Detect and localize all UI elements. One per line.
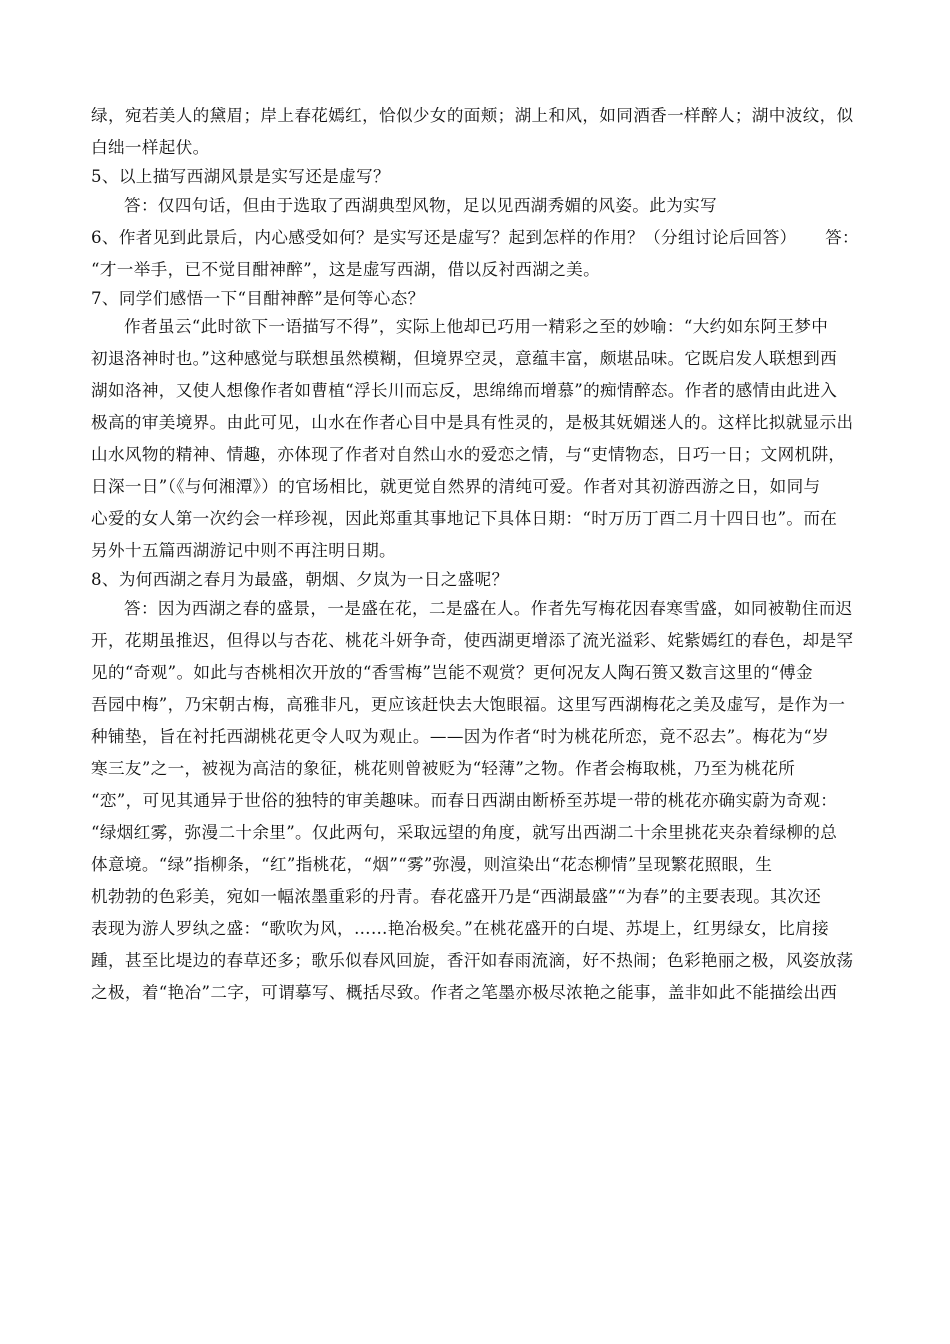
text-line: 日深一日”（《与何湘潭》）的官场相比，就更觉自然界的清纯可爱。作者对其初游西游之日，如同与 — [91, 477, 821, 496]
question-6-text: 6、作者见到此景后，内心感受如何？是实写还是虚写？起到怎样的作用？（分组讨论后回答） — [91, 227, 797, 247]
document-page — [91, 100, 859, 1009]
text-line: 极高的审美境界。由此可见，山水在作者心目中是具有性灵的，是极其妩媚迷人的。这样比拟就显示出 — [91, 413, 854, 432]
text-line: 见的“奇观”。如此与杏桃相次开放的“香雪梅”岂能不观赏？更何况友人陶石篑又数言这里的“傅金 — [91, 662, 813, 682]
question-5: 5、以上描写西湖风景是实写还是虚写？ — [91, 167, 390, 186]
text-line: 之极，着“艳冶”二字，可谓摹写、概括尽致。作者之笔墨亦极尽浓艳之能事，盖非如此不能描绘出西 — [91, 982, 838, 1002]
answer-6: “才一举手，已不觉目酣神醉”，这是虚写西湖，借以反衬西湖之美。 — [91, 259, 601, 279]
text-line: “绿烟红雾，弥漫二十余里”。仅此两句，采取远望的角度，就写出西湖二十余里挑花夹杂着绿柳的总 — [91, 822, 838, 842]
text-line: 答：因为西湖之春的盛景，一是盛在花，二是盛在人。作者先写梅花因春寒雪盛，如同被勒住而迟 — [124, 598, 853, 618]
question-7: 7、同学们感悟一下“目酣神醉”是何等心态？ — [91, 288, 425, 308]
text-line: 初退洛神时也。”这种感觉与联想虽然模糊，但境界空灵，意蕴丰富，颇堪品味。它既启发人联想到西 — [91, 349, 838, 368]
question-8: 8、为何西湖之春月为最盛，朝烟、夕岚为一日之盛呢？ — [91, 570, 509, 589]
text-line: 山水风物的精神、情趣，亦体现了作者对自然山水的爱恋之情，与“吏情物态，日巧一日；文网机阱， — [91, 445, 846, 464]
text-line: 体意境。“绿”指柳条，“红”指桃花，“烟”“雾”弥漫，则渲染出“花态柳情”呈现繁花照眼，生 — [91, 854, 773, 874]
text-line: “恋”，可见其通异于世俗的独特的审美趣味。而春日西湖由断桥至苏堤一带的桃花亦确实蔚为奇观： — [91, 790, 838, 810]
text-line: 踵，甚至比堤边的春草还多；歌乐似春风回旋，香汗如春雨流滴，好不热闹；色彩艳丽之极，风姿放荡 — [91, 950, 854, 970]
text-line: 白绌一样起伏。 — [91, 138, 210, 157]
text-line: 心爱的女人第一次约会一样珍视，因此郑重其事地记下具体日期：“时万历丁酉二月十四日也”。而在 — [91, 509, 838, 528]
text-line: 开，花期虽推迟，但得以与杏花、桃花斗妍争奇，使西湖更增添了流光溢彩、姹紫嫣红的春色，却是罕 — [91, 630, 854, 650]
text-line: 另外十五篇西湖游记中则不再注明日期。 — [91, 541, 396, 560]
text-line: 湖如洛神，又使人想像作者如曹植“浮长川而忘反，思绵绵而增慕”的痴情醉态。作者的感情由此进入 — [91, 381, 838, 400]
text-line: 机勃勃的色彩美，宛如一幅浓墨重彩的丹青。春花盛开乃是“西湖最盛”“为春”的主要表现。其次还 — [91, 886, 822, 906]
text-line: 表现为游人罗纨之盛：“歌吹为风，……艳冶极矣。”在桃花盛开的白堤、苏堤上，红男绿女，比肩接 — [91, 918, 829, 938]
answer-5: 答：仅四句话，但由于选取了西湖典型风物，足以见西湖秀媚的风姿。此为实写 — [124, 195, 718, 215]
question-6-answer-label: 答： — [825, 227, 859, 247]
text-line: 寒三友”之一，被视为高洁的象征，桃花则曾被贬为“轻薄”之物。作者会梅取桃，乃至为桃花所 — [91, 758, 796, 778]
text-line: 吾园中梅”，乃宋朝古梅，高雅非凡，更应该赶快去大饱眼福。这里写西湖梅花之美及虚写，是作为一 — [91, 694, 846, 714]
text-line: 绿，宛若美人的黛眉；岸上春花嫣红，恰似少女的面颊；湖上和风，如同酒香一样醉人；湖中波纹，似 — [91, 106, 854, 125]
question-6 — [91, 222, 859, 254]
text-line: 种铺垫，旨在衬托西湖桃花更令人叹为观止。——因为作者“时为桃花所恋，竟不忍去”。梅花为“岁 — [91, 726, 830, 746]
text-line: 作者虽云“此时欲下一语描写不得”，实际上他却已巧用一精彩之至的妙喻：“大约如东阿王梦中 — [124, 317, 829, 336]
